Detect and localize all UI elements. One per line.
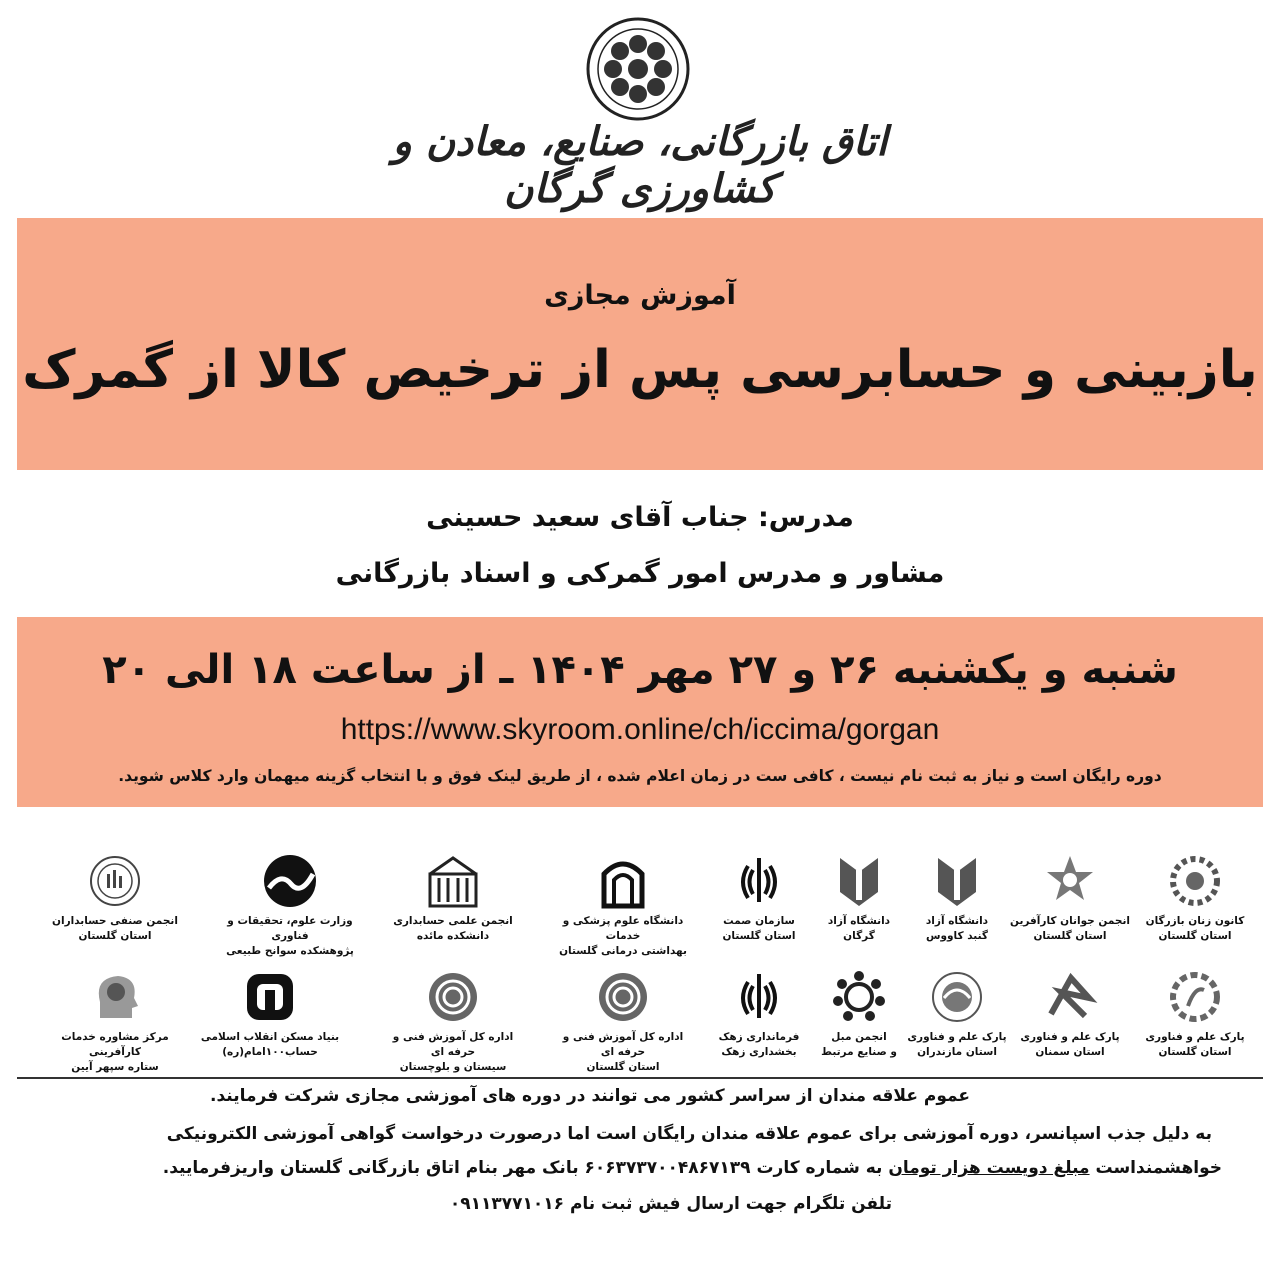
payment-request: خواهشمنداست <box>1089 1158 1222 1178</box>
partner-line1: بنیاد مسکن انقلاب اسلامی <box>200 1031 340 1043</box>
partner-line1: مرکز مشاوره خدمات کارآفرینی <box>61 1031 169 1058</box>
partner-ministry-research <box>215 852 365 959</box>
science-park-icon <box>1166 968 1224 1026</box>
partner-line2: حساب۱۰۰امام(ره) <box>222 1046 318 1058</box>
partner-line1: دانشگاه آزاد <box>925 915 989 927</box>
chamber-logo <box>578 14 698 124</box>
partner-line2: استان گلستان <box>78 930 152 942</box>
partner-technical-training-golestan <box>548 968 698 1075</box>
partner-line1: وزارت علوم، تحقیقات و فناوری <box>227 915 353 942</box>
class-link[interactable]: https://www.skyroom.online/ch/iccima/gorgan <box>340 713 940 746</box>
partner-line1: پارک علم و فناوری <box>1020 1031 1120 1043</box>
partner-samt <box>684 852 834 944</box>
partner-line2: بهداشتی درمانی گلستان <box>559 945 687 957</box>
partner-line1: انجمن علمی حسابداری <box>393 915 513 927</box>
partner-line2: گرگان <box>843 930 875 942</box>
partner-line1: اداره کل آموزش فنی و حرفه ای <box>562 1031 684 1058</box>
partner-line1: سازمان صمت <box>723 915 795 927</box>
technical-training-icon <box>424 968 482 1026</box>
azad-university-icon <box>830 852 888 910</box>
partner-line2: گنبد کاووس <box>926 930 988 942</box>
payment-card-details: به شماره کارت ۶۰۶۳۷۳۷۰۰۴۸۶۷۱۳۹ بانک مهر بنام اتاق بازرگانی گلستان واریزفرمایید. <box>162 1158 889 1178</box>
course-type: آموزش مجازی <box>544 280 736 311</box>
title-band <box>17 218 1263 470</box>
gear-flower-icon <box>1166 852 1224 910</box>
partner-line2: بخشداری زهک <box>721 1046 797 1058</box>
registration-notice: دوره رایگان است و نیاز به ثبت نام نیست ، کافی ست در زمان اعلام شده ، از طریق لینک فوق و با انتخاب گزینه میهمان وارد کلاس شوید. <box>118 767 1162 785</box>
iran-emblem-icon <box>730 852 788 910</box>
head-brain-icon <box>86 968 144 1026</box>
partner-entrepreneurship-center <box>40 968 190 1075</box>
chamber-name: اتاق بازرگانی، صنایع، معادن و کشاورزی گرگان <box>392 118 888 212</box>
partner-accountants-guild <box>40 852 190 944</box>
instructor-role: مشاور و مدرس امور گمرکی و اسناد بازرگانی <box>335 558 945 589</box>
schedule-band <box>17 617 1263 807</box>
partner-line2: استان سمنان <box>1035 1046 1105 1058</box>
footer-line-sponsor: به دلیل جذب اسپانسر، دوره آموزشی برای عموم علاقه مندان رایگان است اما درصورت درخواست گواهی آموزشی الکترونیکی <box>166 1124 1212 1144</box>
partner-technical-training-sistan <box>378 968 528 1075</box>
partner-line1: انجمن صنفی حسابداران <box>52 915 178 927</box>
azad-university-icon <box>928 852 986 910</box>
iran-emblem-icon <box>730 968 788 1026</box>
research-wave-icon <box>261 852 319 910</box>
partner-line1: فرمانداری زهک <box>718 1031 800 1043</box>
partner-line2: و صنایع مرتبط <box>821 1046 897 1058</box>
partner-line2: استان گلستان <box>722 930 796 942</box>
partner-line1: پارک علم و فناوری <box>1145 1031 1245 1043</box>
partner-line1: دانشگاه علوم پزشکی و خدمات <box>562 915 684 942</box>
partner-zahak-governorate <box>684 968 834 1060</box>
mazandaran-park-icon <box>928 968 986 1026</box>
star-ornament-icon <box>1041 852 1099 910</box>
partner-line1: دانشگاه آزاد <box>827 915 891 927</box>
partner-medical-university <box>548 852 698 959</box>
partner-line2: سیستان و بلوچستان <box>399 1061 507 1073</box>
partner-line2: استان گلستان <box>1158 1046 1232 1058</box>
partner-line2: استان گلستان <box>1158 930 1232 942</box>
partner-line1: کانون زنان بازرگان <box>1145 915 1245 927</box>
payment-amount: مبلغ دویست هزار تومان <box>888 1158 1090 1178</box>
partner-line2: استان گلستان <box>1033 930 1107 942</box>
instructor-name: مدرس: جناب آقای سعید حسینی <box>426 502 854 533</box>
partner-line1: اداره کل آموزش فنی و حرفه ای <box>392 1031 514 1058</box>
partner-line1: پارک علم و فناوری <box>907 1031 1007 1043</box>
partner-accounting-association <box>378 852 528 944</box>
footer-line-contact: تلفن تلگرام جهت ارسال فیش ثبت نام ۰۹۱۱۳۷۷۱۰۱۶ <box>449 1194 892 1214</box>
partner-housing-foundation <box>195 968 345 1060</box>
partner-line2: استان گلستان <box>586 1061 660 1073</box>
medical-university-icon <box>594 852 652 910</box>
accountants-seal-icon <box>86 852 144 910</box>
semnan-park-icon <box>1041 968 1099 1026</box>
partner-line1: انجمن مبل <box>831 1031 887 1043</box>
partner-line2: ستاره سپهر آیین <box>71 1061 159 1073</box>
housing-foundation-icon <box>241 968 299 1026</box>
partner-line1: انجمن جوانان کارآفرین <box>1010 915 1130 927</box>
partner-line2: استان مازندران <box>917 1046 997 1058</box>
partner-line2: پژوهشکده سوانح طبیعی <box>226 945 354 957</box>
technical-training-icon <box>594 968 652 1026</box>
building-icon <box>424 852 482 910</box>
partner-line2: دانشکده مائده <box>416 930 490 942</box>
course-title: بازبینی و حسابرسی پس از ترخیص کالا از گمرک <box>22 340 1258 400</box>
footer-line-general: عموم علاقه مندان از سراسر کشور می توانند در دوره های آموزشی مجازی شرکت فرمایند. <box>210 1086 970 1106</box>
furniture-association-icon <box>830 968 888 1026</box>
footer-divider <box>17 1077 1263 1079</box>
schedule-dates: شنبه و یکشنبه ۲۶ و ۲۷ مهر ۱۴۰۴ ـ از ساعت ۱۸ الی ۲۰ <box>102 647 1178 693</box>
footer-line-payment <box>163 1158 1222 1178</box>
